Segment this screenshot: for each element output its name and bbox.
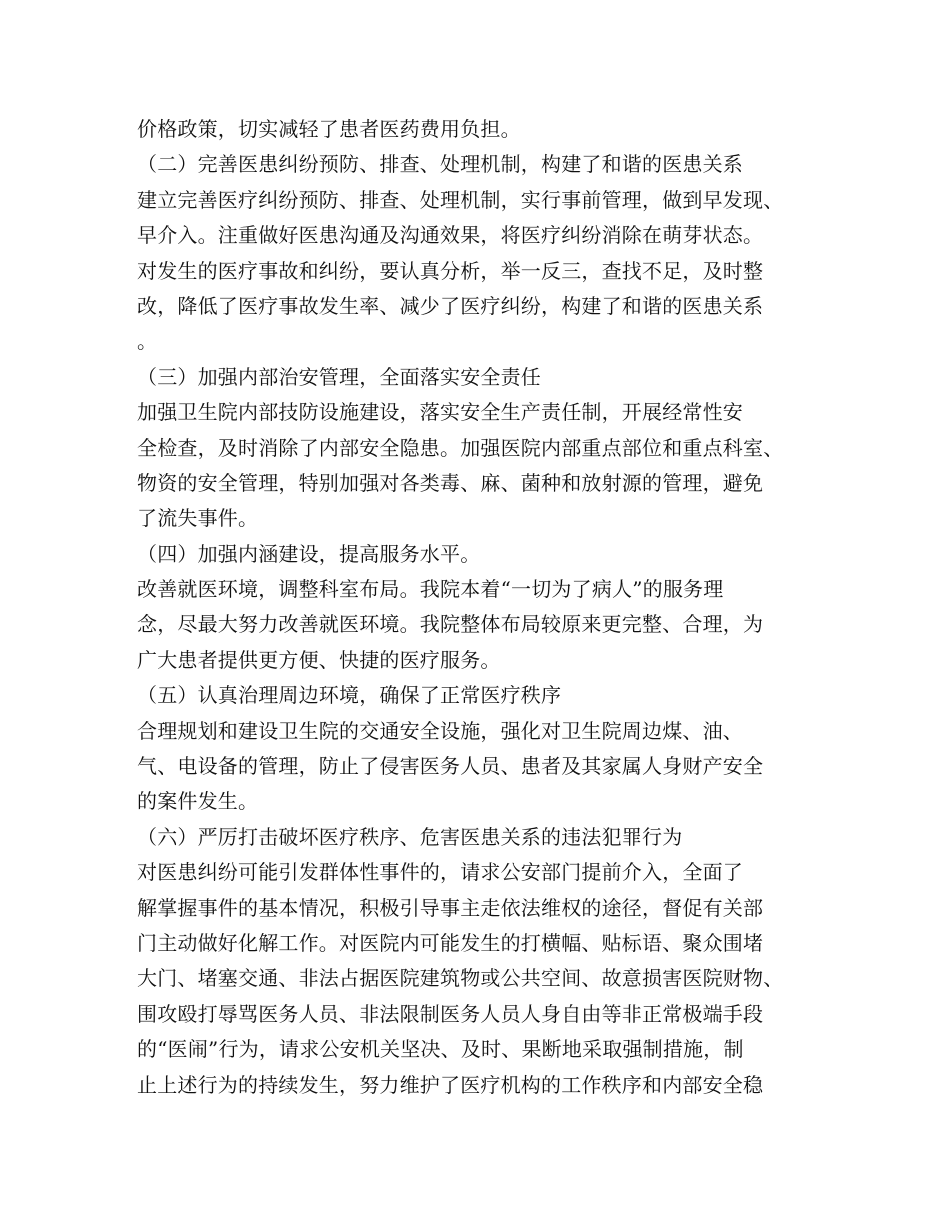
text-line: 大门、堵塞交通、非法占据医院建筑物或公共空间、故意损害医院财物、	[137, 966, 784, 991]
section-heading: （二）完善医患纠纷预防、排查、处理机制，构建了和谐的医患关系	[137, 152, 743, 177]
text-line: 广大患者提供更方便、快捷的医疗服务。	[137, 647, 501, 672]
text-line: 对医患纠纷可能引发群体性事件的，请求公安部门提前介入，全面了	[137, 860, 743, 885]
section-heading: （四）加强内涵建设，提高服务水平。	[137, 541, 481, 566]
text-line: 对发生的医疗事故和纠纷，要认真分析，举一反三，查找不足，及时整	[137, 258, 764, 283]
section-heading: （五）认真治理周边环境，确保了正常医疗秩序	[137, 683, 562, 708]
text-line: 的案件发生。	[137, 789, 259, 814]
text-line: 价格政策，切实减轻了患者医药费用负担。	[137, 117, 521, 141]
section-heading: （三）加强内部治安管理，全面落实安全责任	[137, 364, 541, 389]
text-line: 合理规划和建设卫生院的交通安全设施，强化对卫生院周边煤、油、	[137, 718, 743, 743]
text-line: 的“医闹”行为，请求公安机关坚决、及时、果断地采取强制措施，制	[137, 1037, 744, 1062]
text-line: 气、电设备的管理，防止了侵害医务人员、患者及其家属人身财产安全	[137, 754, 764, 779]
text-line: 念，尽最大努力改善就医环境。我院整体布局较原来更完整、合理，为	[137, 612, 764, 637]
text-line: 改，降低了医疗事故发生率、减少了医疗纠纷，构建了和谐的医患关系	[137, 293, 764, 318]
text-line: 围攻殴打辱骂医务人员、非法限制医务人员人身自由等非正常极端手段	[137, 1001, 764, 1026]
text-line: 止上述行为的持续发生，努力维护了医疗机构的工作秩序和内部安全稳	[137, 1072, 764, 1097]
text-line: 改善就医环境，调整科室布局。我院本着“一切为了病人”的服务理	[137, 577, 724, 602]
section-heading: （六）严厉打击破坏医疗秩序、危害医患关系的违法犯罪行为	[137, 824, 683, 849]
text-line: 全检查，及时消除了内部安全隐患。加强医院内部重点部位和重点科室、	[137, 435, 784, 460]
text-line: 加强卫生院内部技防设施建设，落实安全生产责任制，开展经常性安	[137, 400, 743, 425]
text-line: 解掌握事件的基本情况，积极引导事主走依法维权的途径，督促有关部	[137, 895, 764, 920]
text-line: 物资的安全管理，特别加强对各类毒、麻、菌种和放射源的管理，避免	[137, 470, 764, 495]
text-line: 。	[137, 329, 158, 354]
text-line: 门主动做好化解工作。对医院内可能发生的打横幅、贴标语、聚众围堵	[137, 930, 764, 955]
text-line: 早介入。注重做好医患沟通及沟通效果，将医疗纠纷消除在萌芽状态。	[137, 223, 764, 248]
text-line: 建立完善医疗纠纷预防、排查、处理机制，实行事前管理，做到早发现、	[137, 187, 784, 212]
text-line: 了流失事件。	[137, 506, 259, 531]
document-body	[137, 112, 837, 1103]
